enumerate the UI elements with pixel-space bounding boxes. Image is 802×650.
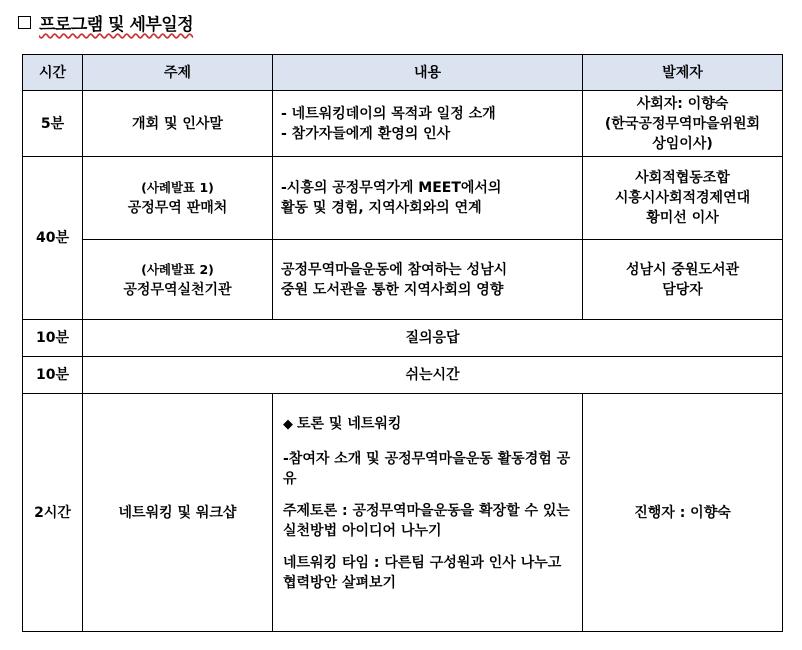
schedule-table [22,54,783,632]
header-time: 시간 [23,55,83,91]
topic-cell: 개회 및 인사말 [83,91,273,157]
presenter-cell: 진행자 : 이향숙 [583,394,783,632]
header-content: 내용 [273,55,583,91]
presenter-cell [583,240,783,320]
break-cell: 쉬는시간 [83,357,783,394]
presenter-line: 사회적협동조합 [635,170,730,186]
table-row-break [23,357,783,394]
discussion-heading [283,414,572,435]
discussion-paragraph: 주제토론 : 공정무역마을운동을 확장할 수 있는 실천방법 아이디어 나누기 [283,503,570,539]
content-line: 중원 도서관을 통한 지역사회의 영향 [281,281,504,298]
table-row-networking [23,394,783,632]
checkbox-square-icon [18,16,31,29]
presenter-line: (한국공정무역마을위원회 [604,115,761,132]
time-cell: 40분 [23,157,83,320]
time-cell: 10분 [23,357,83,394]
case-label: (사례발표 2) [141,261,214,277]
presenter-cell [583,91,783,157]
page-title [18,10,193,35]
content-cell [273,157,583,240]
content-cell [273,394,583,632]
content-line: - 참가자들에게 환영의 인사 [281,125,451,142]
discussion-paragraph: 네트워킹 타임 : 다른팀 구성원과 인사 나누고 협력방안 살펴보기 [283,555,562,591]
discussion-paragraph: -참여자 소개 및 공정무역마을운동 활동경험 공유 [283,451,571,487]
page-title-text: 프로그램 및 세부일정 [39,15,194,35]
presenter-line: 상임이사) [652,135,713,152]
header-row [23,55,783,91]
case-topic: 공정무역실천기관 [123,281,232,298]
content-line: 공정무역마을운동에 참여하는 성남시 [281,261,508,278]
presenter-cell [583,157,783,240]
topic-cell: 네트워킹 및 워크샵 [83,394,273,632]
content-line: -시흥의 공정무역가게 MEET에서의 [281,180,502,196]
topic-cell [83,240,273,320]
content-line: - 네트워킹데이의 목적과 일정 소개 [281,105,496,122]
content-line: 활동 및 경험, 지역사회와의 연계 [281,200,482,216]
case-label: (사례발표 1) [141,180,214,195]
presenter-line: 성남시 중원도서관 [625,261,740,278]
presenter-line: 사회자: 이향숙 [636,95,729,112]
header-presenter: 발제자 [583,55,783,91]
table-row-opening [23,91,783,157]
topic-cell [83,157,273,240]
time-cell: 10분 [23,320,83,357]
presenter-line: 황미선 이사 [646,210,719,226]
discussion-heading-text: 토론 및 네트워킹 [297,416,402,432]
diamond-icon: ◆ [283,417,293,432]
table-row-case2 [23,240,783,320]
content-cell [273,240,583,320]
time-cell: 2시간 [23,394,83,632]
presenter-line: 시흥시사회적경제연대 [614,190,751,206]
qa-cell: 질의응답 [83,320,783,357]
case-topic: 공정무역 판매처 [127,200,228,216]
content-cell [273,91,583,157]
presenter-line: 담당자 [662,281,703,298]
time-cell: 5분 [23,91,83,157]
header-topic: 주제 [83,55,273,91]
table-row-case1 [23,157,783,240]
table-row-qa [23,320,783,357]
